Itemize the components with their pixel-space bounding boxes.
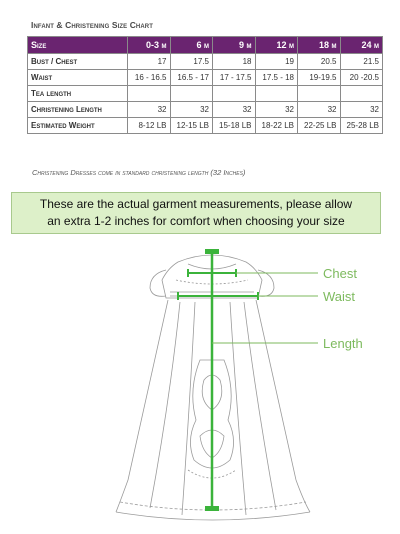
- column-header: 6 m: [170, 37, 213, 54]
- row-label: Tea length: [28, 86, 128, 102]
- table-cell: 32: [170, 102, 213, 118]
- dress-measurement-diagram: [0, 240, 400, 534]
- banner-line: These are the actual garment measurements, please allow: [39, 197, 353, 211]
- waist-label: Waist: [323, 289, 356, 304]
- table-cell: [298, 86, 341, 102]
- column-header: 12 m: [255, 37, 298, 54]
- table-cell: [255, 86, 298, 102]
- table-cell: 32: [128, 102, 171, 118]
- column-header: Size: [28, 37, 128, 54]
- table-header-row: [28, 37, 383, 54]
- length-bottom-cap: [205, 506, 219, 511]
- chest-label: Chest: [323, 266, 357, 281]
- table-cell: [170, 86, 213, 102]
- table-cell: 15-18 LB: [213, 118, 256, 134]
- row-label: Christening Length: [28, 102, 128, 118]
- table-cell: 16 - 16.5: [128, 70, 171, 86]
- length-note: Christening Dresses come in standard christening length (32 Inches): [32, 168, 246, 177]
- row-label: Bust / Chest: [28, 54, 128, 70]
- table-cell: [213, 86, 256, 102]
- table-cell: 18: [213, 54, 256, 70]
- size-chart-title: Infant & Christening Size Chart: [31, 20, 153, 30]
- table-cell: 32: [298, 102, 341, 118]
- table-cell: [340, 86, 383, 102]
- table-cell: [128, 86, 171, 102]
- column-header: 24 m: [340, 37, 383, 54]
- table-row: [28, 86, 383, 102]
- table-cell: 8-12 LB: [128, 118, 171, 134]
- measurement-notice-banner: [11, 192, 381, 234]
- table-cell: 21.5: [340, 54, 383, 70]
- size-chart-table: [27, 36, 383, 134]
- table-cell: 17 - 17.5: [213, 70, 256, 86]
- table-cell: 32: [213, 102, 256, 118]
- table-cell: 17.5: [170, 54, 213, 70]
- table-cell: 25-28 LB: [340, 118, 383, 134]
- table-cell: 19-19.5: [298, 70, 341, 86]
- column-header: 0-3 m: [128, 37, 171, 54]
- row-label: Estimated Weight: [28, 118, 128, 134]
- column-header: 18 m: [298, 37, 341, 54]
- table-cell: 32: [340, 102, 383, 118]
- table-row: [28, 70, 383, 86]
- table-cell: 22-25 LB: [298, 118, 341, 134]
- table-cell: 19: [255, 54, 298, 70]
- table-cell: 18-22 LB: [255, 118, 298, 134]
- table-cell: 12-15 LB: [170, 118, 213, 134]
- table-cell: 20 -20.5: [340, 70, 383, 86]
- table-cell: 17: [128, 54, 171, 70]
- table-row: [28, 54, 383, 70]
- table-row: [28, 102, 383, 118]
- table-cell: 17.5 - 18: [255, 70, 298, 86]
- table-row: [28, 118, 383, 134]
- row-label: Waist: [28, 70, 128, 86]
- table-cell: 16.5 - 17: [170, 70, 213, 86]
- length-label: Length: [323, 336, 363, 351]
- length-top-cap: [205, 249, 219, 254]
- banner-line: an extra 1-2 inches for comfort when choosing your size: [47, 214, 345, 228]
- table-cell: 32: [255, 102, 298, 118]
- dress-illustration: [0, 240, 400, 534]
- column-header: 9 m: [213, 37, 256, 54]
- table-cell: 20.5: [298, 54, 341, 70]
- measure-markers: [178, 249, 258, 511]
